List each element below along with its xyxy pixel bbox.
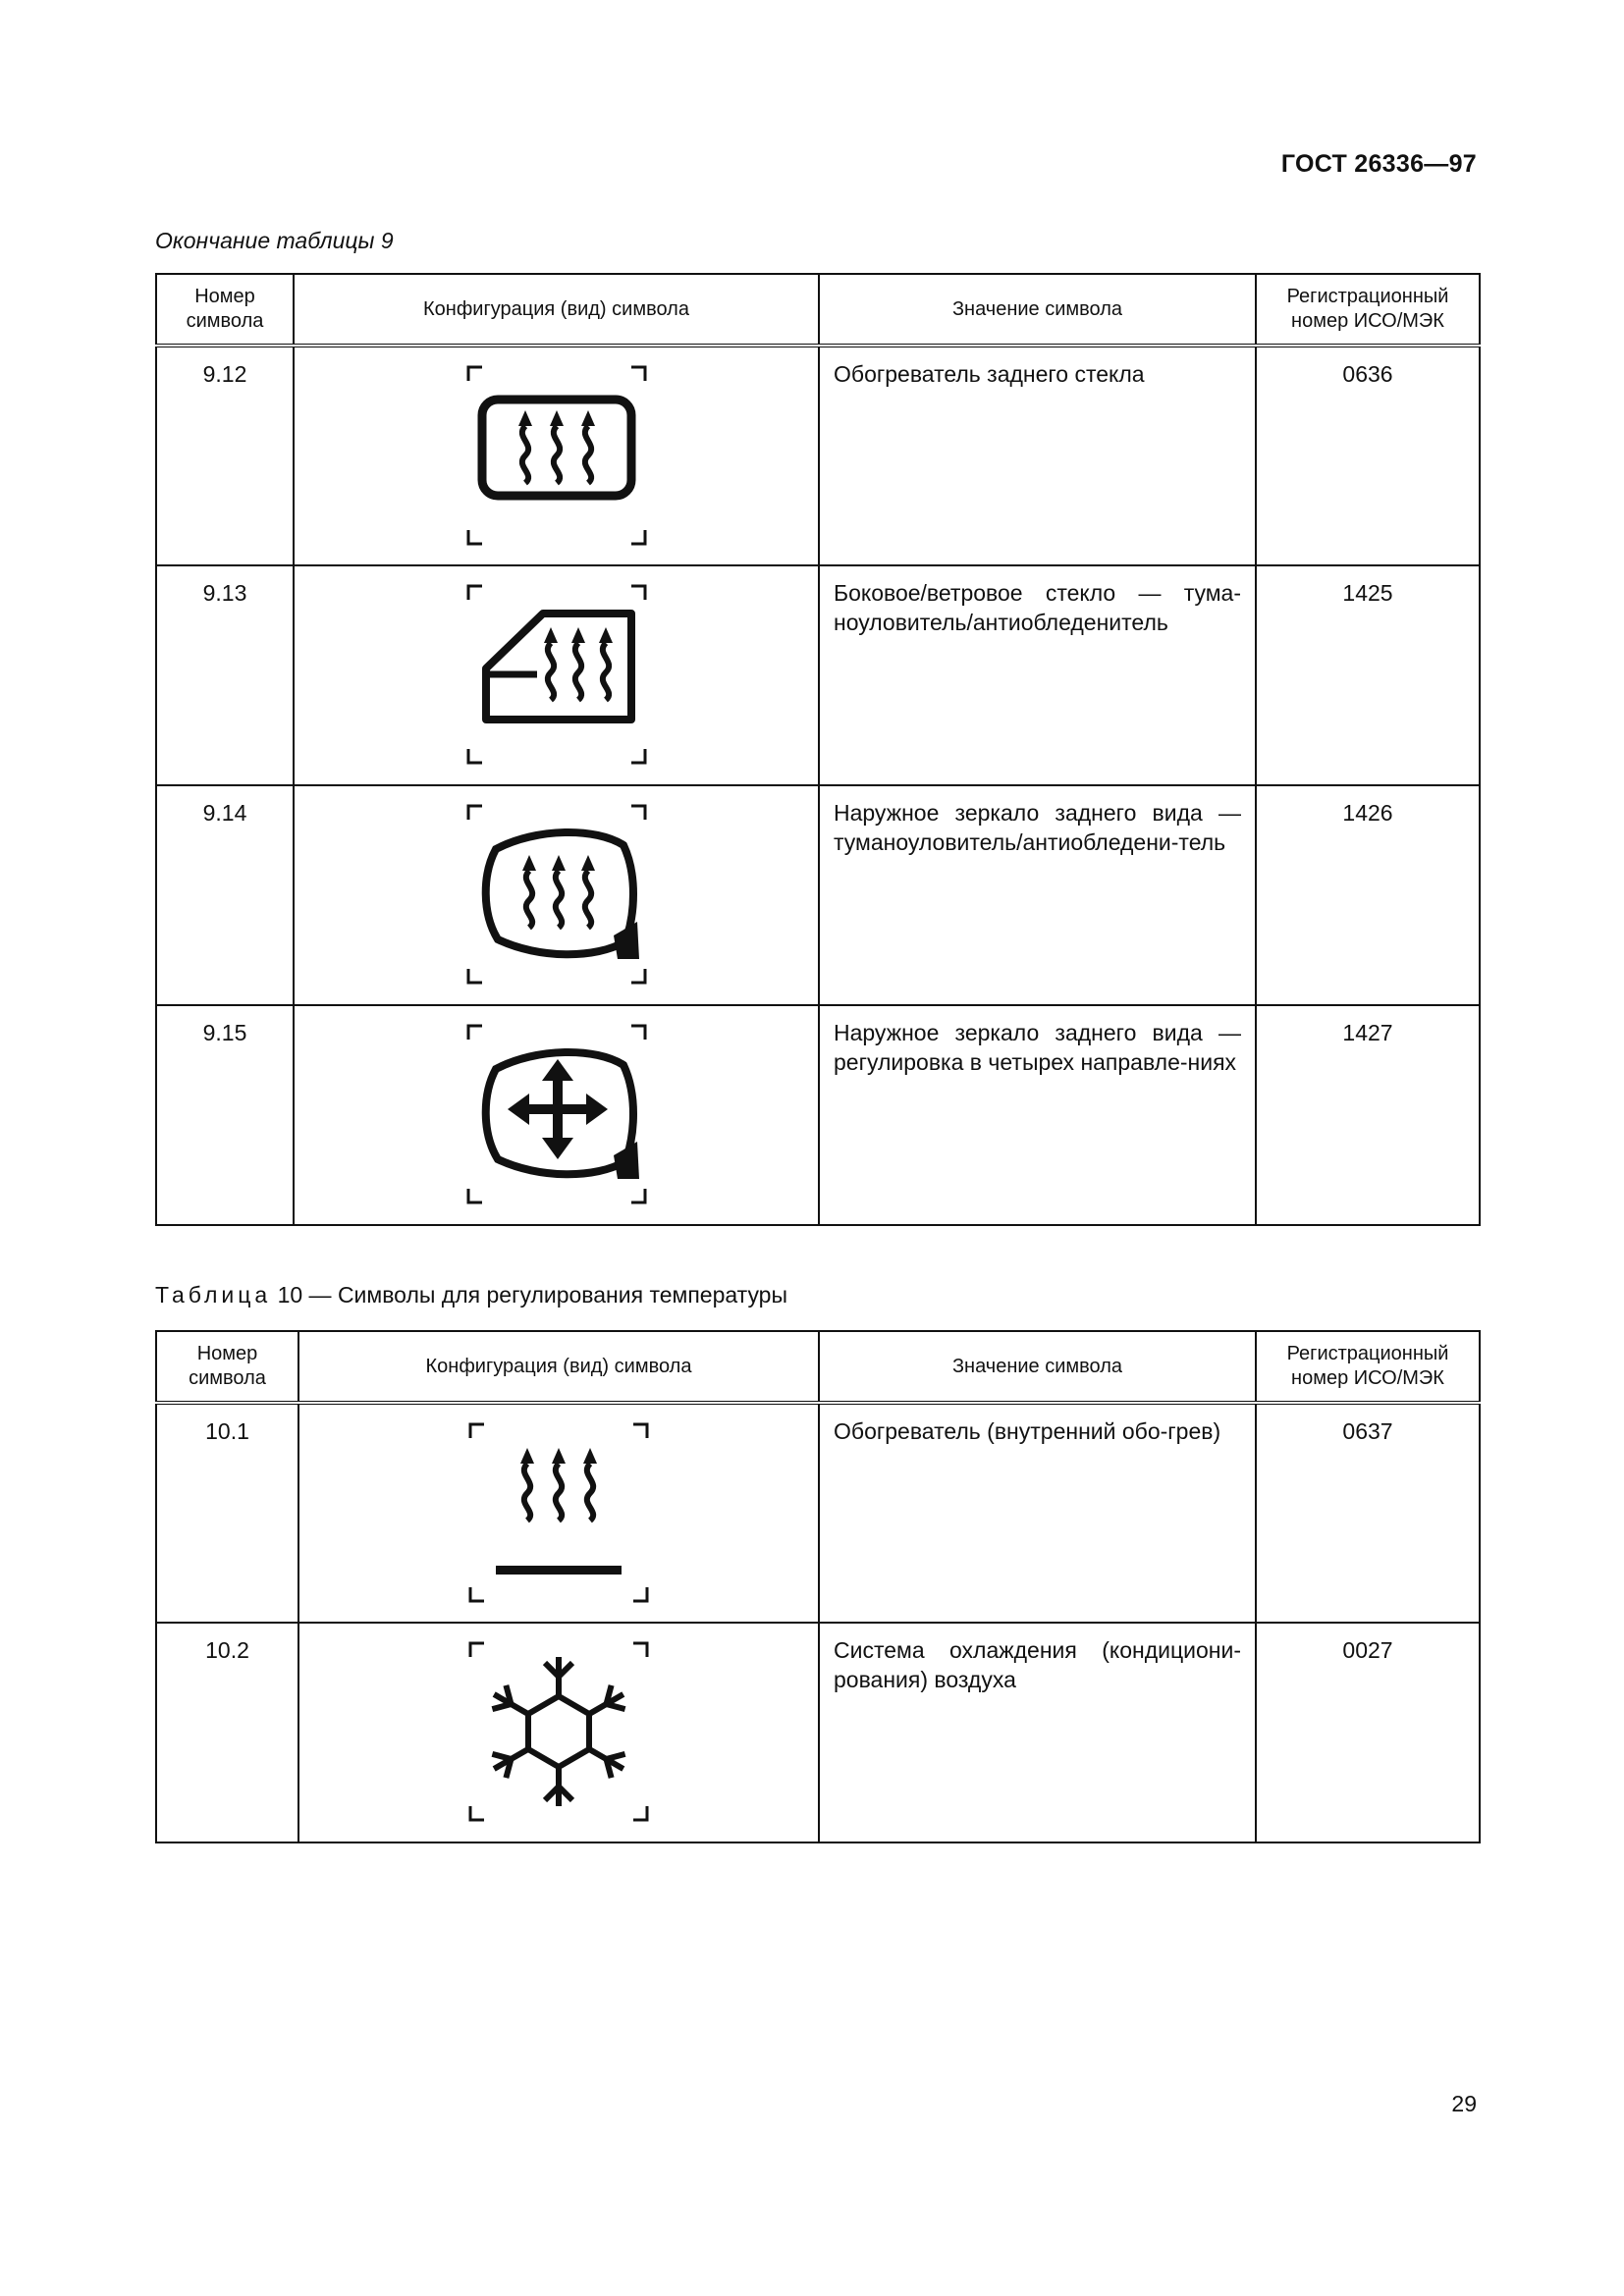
rear-window-defroster-icon <box>463 362 650 549</box>
reg-number: 0636 <box>1256 346 1480 565</box>
standard-header: ГОСТ 26336—97 <box>1280 150 1477 178</box>
side-windshield-demister-icon <box>463 581 650 768</box>
symbol-number: 10.1 <box>156 1403 298 1623</box>
symbol-meaning: Наружное зеркало заднего вида — регулировка в четырех направле-ниях <box>819 1005 1256 1225</box>
reg-number: 1427 <box>1256 1005 1480 1225</box>
col-header-number: Номер символа <box>156 1331 298 1403</box>
table-row <box>156 1403 1480 1623</box>
interior-heater-icon <box>465 1419 652 1606</box>
table10-caption <box>155 1282 787 1308</box>
symbol-meaning: Наружное зеркало заднего вида — туманоуловитель/антиобледени-тель <box>819 785 1256 1005</box>
symbol-number: 9.15 <box>156 1005 294 1225</box>
reg-number: 1426 <box>1256 785 1480 1005</box>
table-10 <box>155 1330 1481 1843</box>
table10-caption-text: 10 — Символы для регулирования температуры <box>277 1282 788 1308</box>
table-9 <box>155 273 1481 1226</box>
page-number: 29 <box>1451 2091 1477 2116</box>
symbol-figure <box>294 565 819 785</box>
table-header-row <box>156 274 1480 346</box>
symbol-number: 9.14 <box>156 785 294 1005</box>
table10-caption-label: Таблица <box>155 1282 272 1308</box>
symbol-number: 9.13 <box>156 565 294 785</box>
col-header-meaning: Значение символа <box>819 1331 1256 1403</box>
symbol-figure <box>294 346 819 565</box>
col-header-meaning: Значение символа <box>819 274 1256 346</box>
table-row <box>156 1005 1480 1225</box>
mirror-demister-icon <box>463 801 650 988</box>
reg-number: 1425 <box>1256 565 1480 785</box>
symbol-meaning: Обогреватель (внутренний обо-грев) <box>819 1403 1256 1623</box>
table9-caption: Окончание таблицы 9 <box>155 228 394 253</box>
symbol-meaning: Система охлаждения (кондициони-рования) воздуха <box>819 1623 1256 1842</box>
col-header-configuration: Конфигурация (вид) символа <box>298 1331 819 1403</box>
table-row <box>156 565 1480 785</box>
symbol-meaning: Боковое/ветровое стекло — тума-ноуловитель/антиобледенитель <box>819 565 1256 785</box>
symbol-figure <box>298 1403 819 1623</box>
col-header-reg-number: Регистрационный номер ИСО/МЭК <box>1256 274 1480 346</box>
table-row <box>156 1623 1480 1842</box>
symbol-number: 10.2 <box>156 1623 298 1842</box>
col-header-number: Номер символа <box>156 274 294 346</box>
reg-number: 0637 <box>1256 1403 1480 1623</box>
symbol-figure <box>298 1623 819 1842</box>
air-conditioning-snowflake-icon <box>465 1638 652 1825</box>
symbol-figure <box>294 785 819 1005</box>
mirror-four-way-adjust-icon <box>463 1021 650 1207</box>
col-header-reg-number: Регистрационный номер ИСО/МЭК <box>1256 1331 1480 1403</box>
symbol-meaning: Обогреватель заднего стекла <box>819 346 1256 565</box>
reg-number: 0027 <box>1256 1623 1480 1842</box>
symbol-number: 9.12 <box>156 346 294 565</box>
table-row <box>156 346 1480 565</box>
table-row <box>156 785 1480 1005</box>
col-header-configuration: Конфигурация (вид) символа <box>294 274 819 346</box>
table-header-row <box>156 1331 1480 1403</box>
symbol-figure <box>294 1005 819 1225</box>
